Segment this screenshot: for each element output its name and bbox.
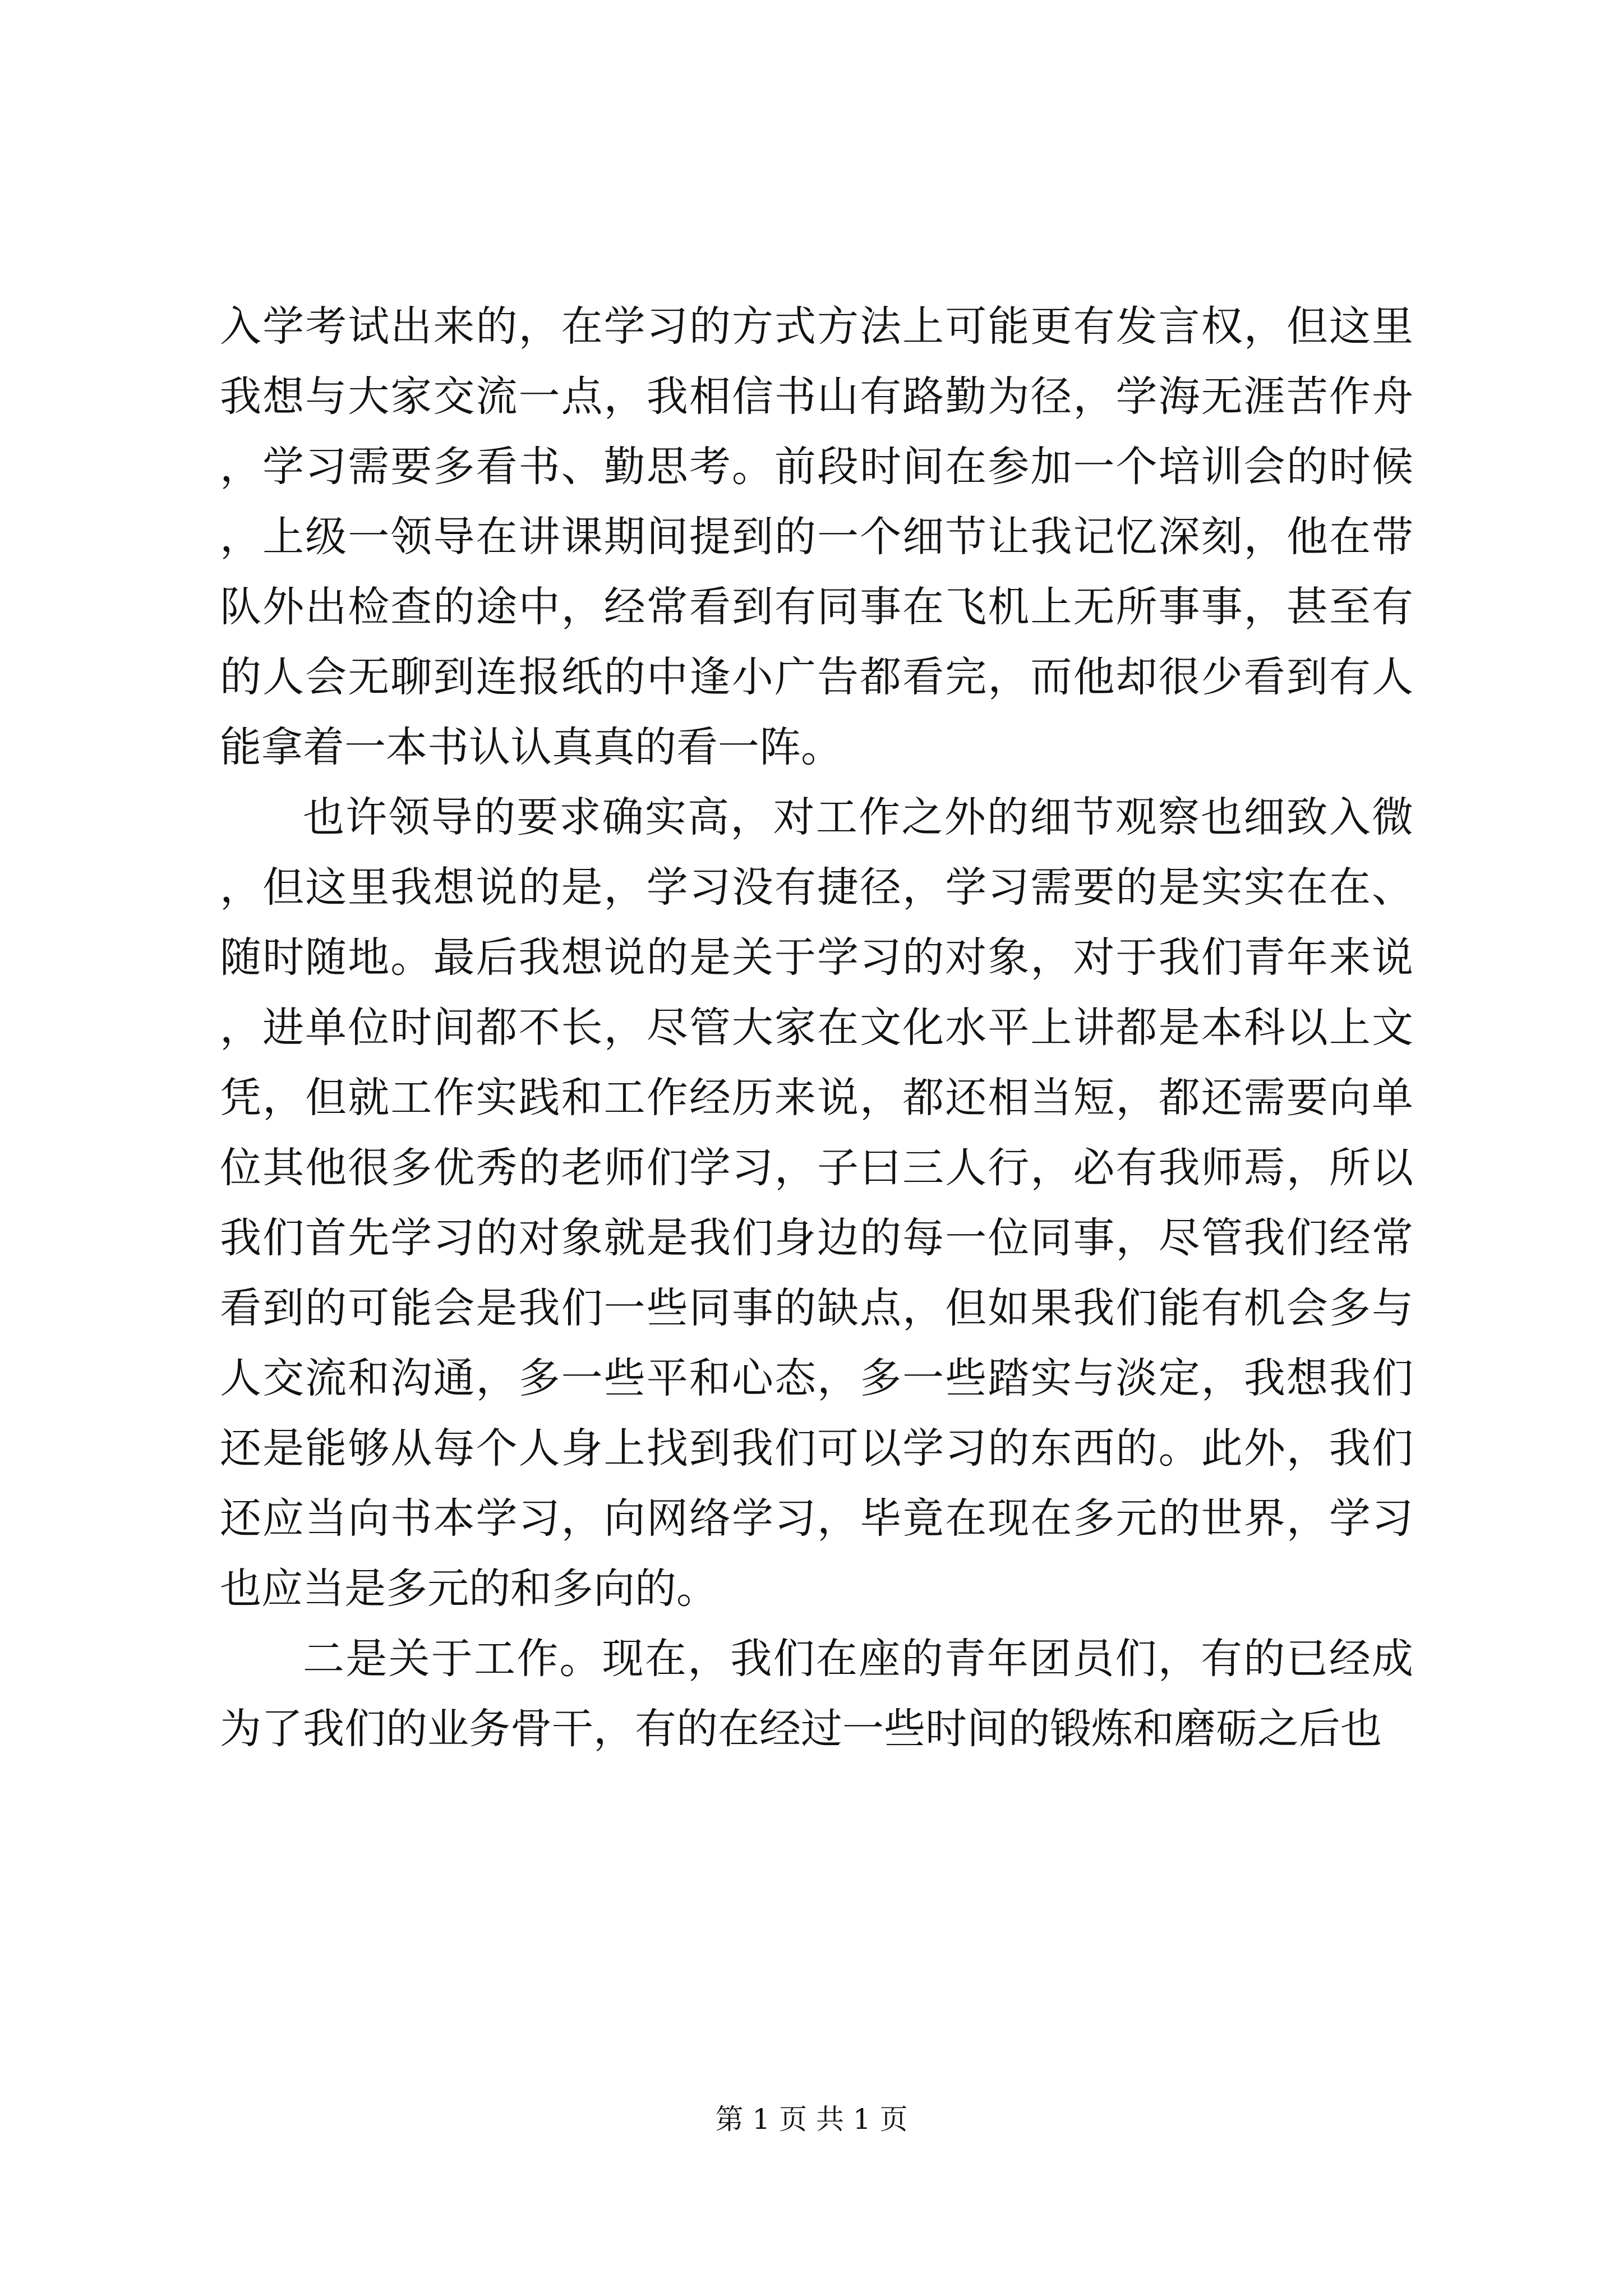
paragraph-continuation: 入学考试出来的，在学习的方式方法上可能更有发言权，但这里我想与大家交流一点，我相信书山有路勤为径，学海无涯苦作舟，学习需要多看书、勤思考。前段时间在参加一个培训会的时候，上级一领导在讲课期间提到的一个细节让我记忆深刻，他在带队外出检查的途中，经常看到有同事在飞机上无所事事，甚至有的人会无聊到连报纸的中逢小广告都看完，而他却很少看到有人能拿着一本书认认真真的看一阵。 [220, 302, 1413, 771]
page-number-footer: 第 1 页 共 1 页 [715, 2103, 908, 2136]
document-body [220, 292, 1413, 1764]
paragraph-learning-approach: 也许领导的要求确实高，对工作之外的细节观察也细致入微，但这里我想说的是，学习没有捷径，学习需要的是实实在在、随时随地。最后我想说的是关于学习的对象，对于我们青年来说，进单位时间都不长，尽管大家在文化水平上讲都是本科以上文凭，但就工作实践和工作经历来说，都还相当短，都还需要向单位其他很多优秀的老师们学习，子曰三人行，必有我师焉，所以我们首先学习的对象就是我们身边的每一位同事，尽管我们经常看到的可能会是我们一些同事的缺点，但如果我们能有机会多与人交流和沟通，多一些平和心态，多一些踏实与淡定，我想我们还是能够从每个人身上找到我们可以学习的东西的。此外，我们还应当向书本学习，向网络学习，毕竟在现在多元的世界，学习也应当是多元的和多向的。 [220, 793, 1413, 1613]
paragraph-work: 二是关于工作。现在，我们在座的青年团员们，有的已经成为了我们的业务骨干，有的在经过一些时间的锻炼和磨砺之后也 [220, 1635, 1413, 1753]
